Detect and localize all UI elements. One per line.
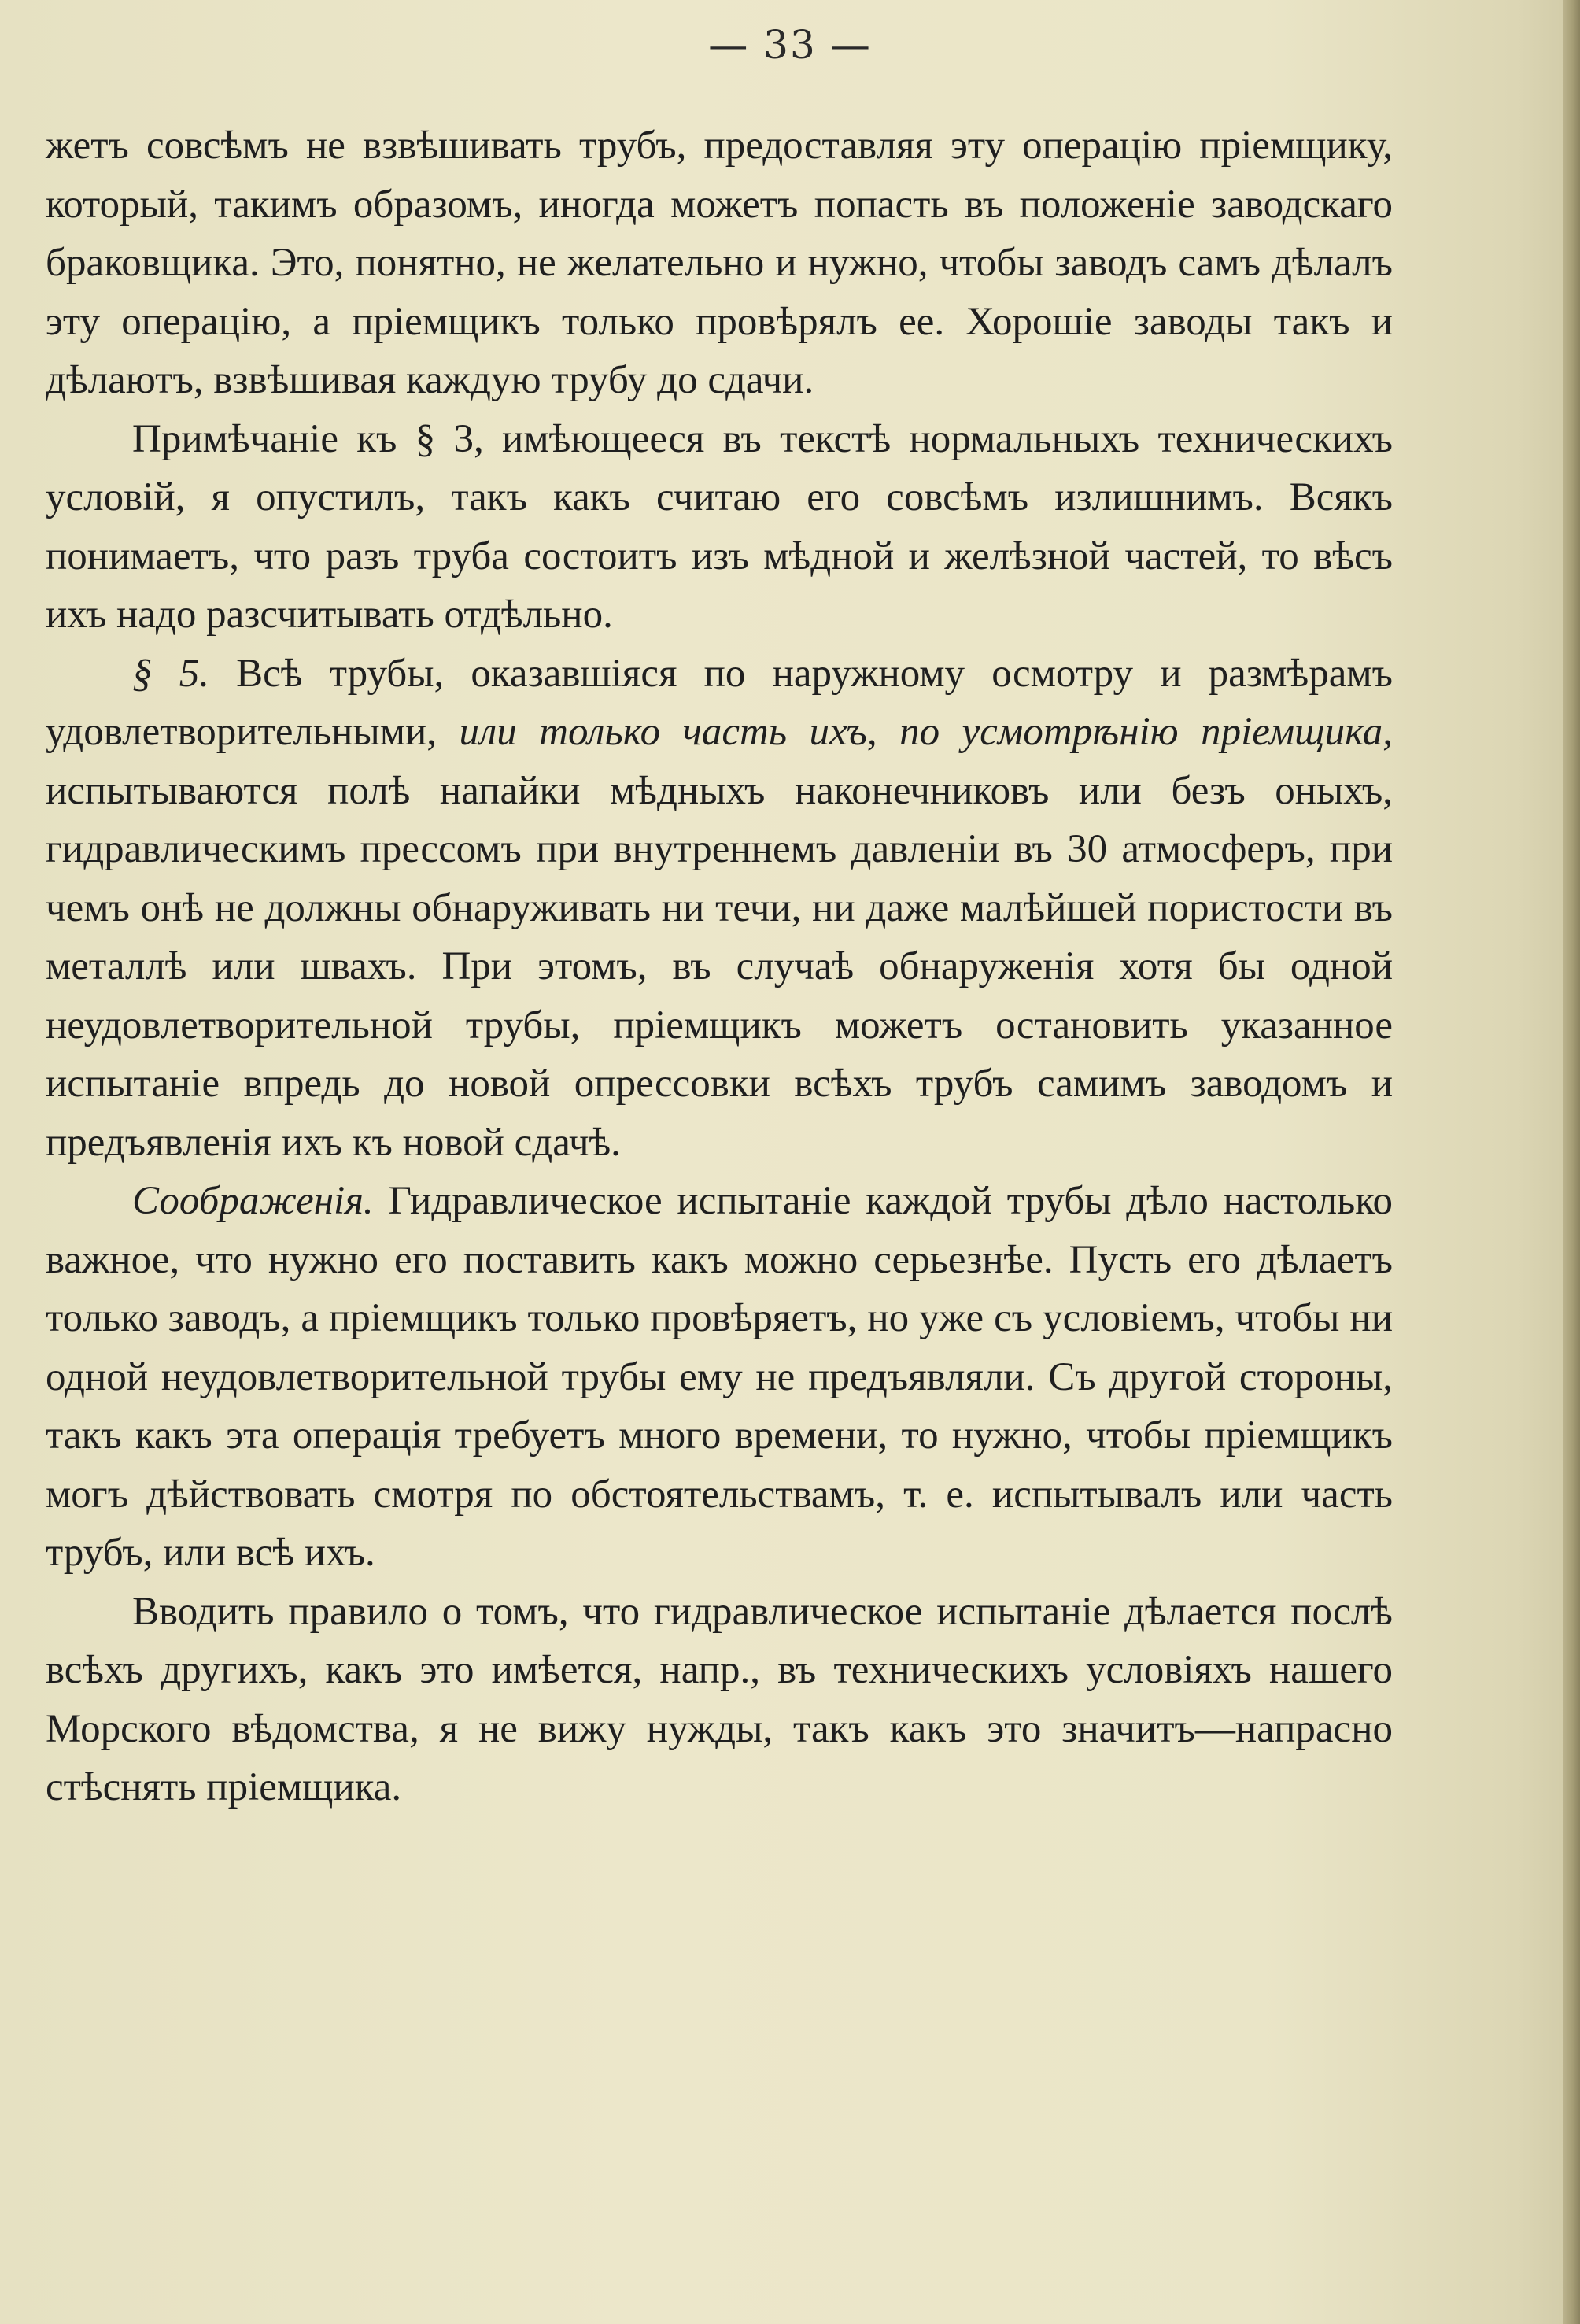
paragraph-3-italic: или только часть ихъ, по усмотрѣнію пріемщика, bbox=[459, 710, 1393, 754]
page-number: — 33 — bbox=[708, 22, 872, 68]
paragraph-3-part-2: испытываются полѣ напайки мѣдныхъ наконечниковъ или безъ оныхъ, гидравлическимъ прессомъ при внутреннемъ давленіи въ 30 атмосферъ, при чемъ онѣ не должны обнаруживать ни течи, ни даже малѣйшей пористости въ металлѣ или швахъ. При этомъ, въ случаѣ обнаруженія хотя бы одной неудовлетворительной трубы, пріемщикъ можетъ остановить указанное испытаніе впредь до новой опрессовки всѣхъ трубъ самимъ заводомъ и предъявленія ихъ къ новой сдачѣ. bbox=[46, 768, 1393, 1165]
page-edge-shadow bbox=[1563, 0, 1580, 2324]
paragraph-2: Примѣчаніе къ § 3, имѣющееся въ текстѣ нормальныхъ техническихъ условій, я опустилъ, такъ какъ считаю его совсѣмъ излишнимъ. Всякъ понимаетъ, что разъ труба состоитъ изъ мѣдной и желѣзной частей, то вѣсъ ихъ надо разсчитывать отдѣльно. bbox=[46, 416, 1393, 637]
section-number: § 5. bbox=[132, 651, 209, 696]
paragraph-1: жетъ совсѣмъ не взвѣшивать трубъ, предоставляя эту операцію пріемщику, который, такимъ образомъ, иногда можетъ попасть въ положеніе заводскаго браковщика. Это, понятно, не желательно и нужно, чтобы заводъ самъ дѣлалъ эту операцію, а пріемщикъ только провѣрялъ ее. Хорошіе заводы такъ и дѣлаютъ, взвѣшивая каждую трубу до сдачи. bbox=[46, 124, 1393, 402]
paragraph-4 bbox=[46, 1172, 1393, 1583]
paragraph-5: Вводить правило о томъ, что гидравлическое испытаніе дѣлается послѣ всѣхъ другихъ, какъ это имѣется, напр., въ техническихъ условіяхъ нашего Морского вѣдомства, я не вижу нужды, такъ какъ это значитъ—напрасно стѣснять пріемщика. bbox=[46, 1589, 1393, 1809]
body-text bbox=[46, 116, 1393, 1817]
paragraph-3-part-1: Всѣ трубы, оказавшіяся по наружному осмотру и размѣрамъ удовлетворительными, bbox=[46, 651, 1393, 754]
paragraph-3 bbox=[46, 645, 1393, 1173]
paragraph-4-text: Гидравлическое испытаніе каждой трубы дѣло настолько важное, что нужно его поставить какъ можно серьезнѣе. Пусть его дѣлаетъ только заводъ, а пріемщикъ только провѣряетъ, но уже съ условіемъ, чтобы ни одной неудовлетворительной трубы ему не предъявляли. Съ другой стороны, такъ какъ эта операція требуетъ много времени, то нужно, чтобы пріемщикъ могъ дѣйствовать смотря по обстоятельствамъ, т. е. испытывалъ или часть трубъ, или всѣ ихъ. bbox=[46, 1179, 1393, 1575]
considerations-heading: Соображенія. bbox=[132, 1179, 374, 1223]
